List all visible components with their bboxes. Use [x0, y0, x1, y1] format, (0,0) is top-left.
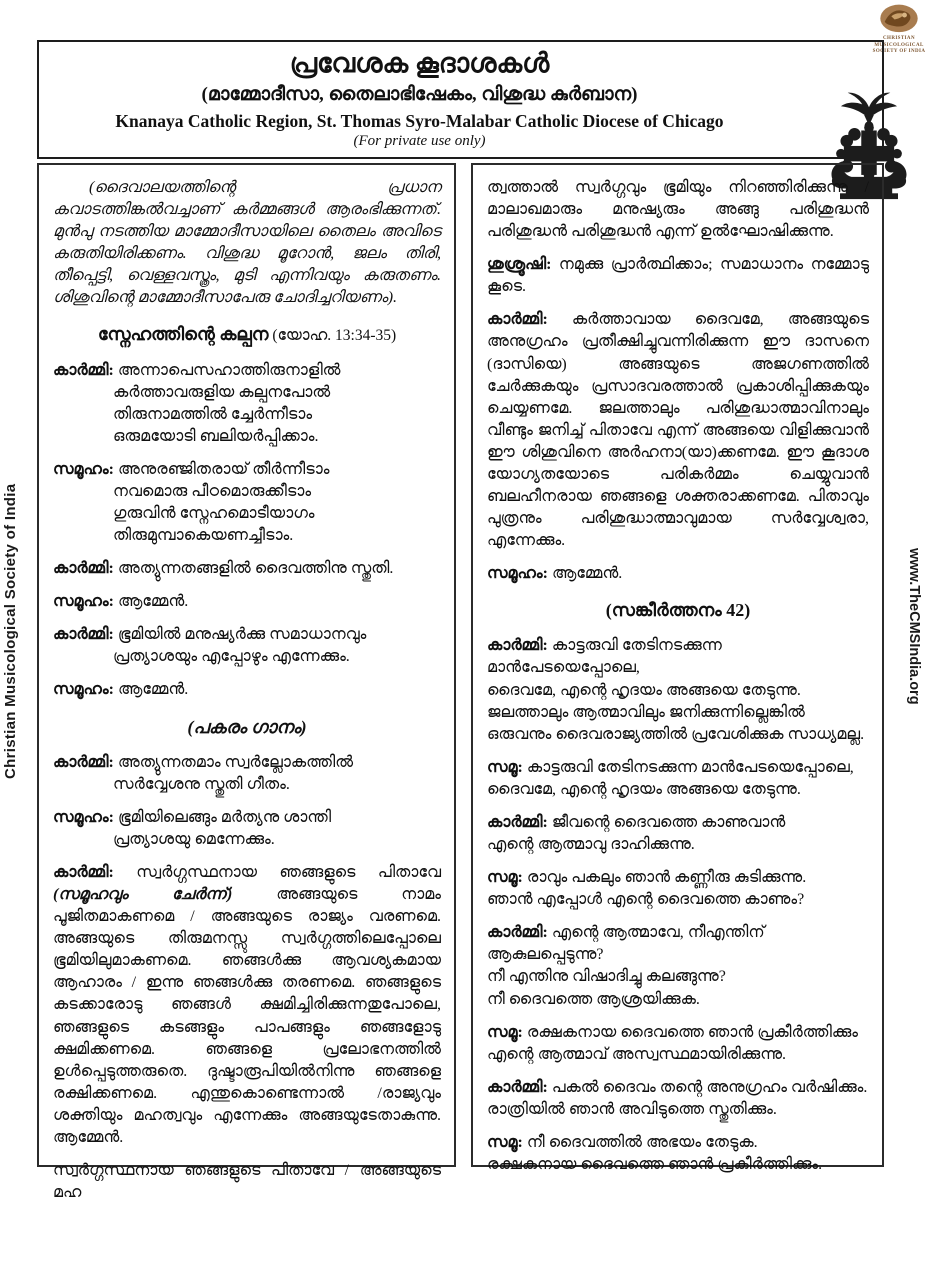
speaker-label: സമൂഹം:: [487, 565, 548, 583]
block-para: സമൂഹം: ആമ്മേൻ.: [487, 565, 623, 583]
block-verse: സമൂഹം: ഭൂമിയിലെങ്ങും മർത്യനു ശാന്തി പ്രത്യാശയു മെന്നേക്കും.: [53, 808, 332, 848]
speaker-label: സമൂഹം:: [53, 593, 114, 611]
header: [37, 40, 884, 159]
speaker-label: ശുശ്രൂഷി:: [487, 256, 552, 274]
block-verse: കാർമ്മി: ജീവന്റെ ദൈവത്തെ കാണുവാൻ എന്റെ ആത്മാവു ദാഹിക്കുന്നു.: [487, 813, 786, 854]
speaker-label: കാർമ്മി:: [487, 311, 548, 329]
speaker-label: കാർമ്മി:: [53, 560, 114, 578]
block-para: ശുശ്രൂഷി: നമുക്കു പ്രാർത്ഥിക്കാം; സമാധാനം നമ്മോടു കൂടെ.: [487, 256, 869, 296]
block-verse: കാർമ്മി: അത്യുന്നതമാം സ്വർല്ലോകത്തിൽ സർവ്വേശനു സ്തുതി ഗീതം.: [53, 753, 354, 793]
block-verse: സമൂ: രാവും പകലും ഞാൻ കണ്ണീരു കുടിക്കുന്നു. ഞാൻ എപ്പോൾ എന്റെ ദൈവത്തെ കാണും?: [487, 869, 807, 909]
block-verse: കാർമ്മി: പകൽ ദൈവം തന്റെ അനുഗ്രഹം വർഷിക്കും. രാത്രിയിൽ ഞാൻ അവിടുത്തെ സ്തുതിക്കും.: [487, 1078, 868, 1118]
page-title: പ്രവേശക കൂദാശകൾ: [289, 48, 550, 78]
block-verse: സമൂഹം: ആമ്മേൻ.: [53, 681, 189, 699]
left-vertical-banner: Christian Musicological Society of India: [2, 483, 19, 779]
block-verse: കാർമ്മി: അത്യുന്നതങ്ങളിൽ ദൈവത്തിനു സ്തുതി.: [53, 560, 394, 578]
private-use-note: (For private use only): [353, 132, 486, 149]
speaker-label: കാർമ്മി:: [487, 813, 548, 831]
speaker-label: സമൂ:: [487, 758, 523, 776]
section-heading: സ്നേഹത്തിന്റെ കല്പന: [97, 324, 269, 345]
cms-bird-emblem-icon: [877, 3, 921, 36]
speaker-label: സമൂഹം:: [53, 808, 114, 826]
speaker-label: സമൂ:: [487, 1023, 523, 1041]
block-verse: സമൂ: നീ ദൈവത്തിൽ അഭയം തേടുക. രക്ഷകനായ ദൈവത്തെ ഞാൻ പ്രകീർത്തിക്കും.: [487, 1133, 823, 1173]
block-verse: കാർമ്മി: അന്നാപെസഹാത്തിരുനാളിൽ കർത്താവരുളിയ കല്പനപോൽ തിരുനാമത്തിൽ ച്ചേർന്നീടാം ഒരുമയോടി ബലിയർപ്പിക്കാം.: [53, 361, 341, 445]
block-heading: [487, 598, 869, 623]
block-para: ത്വത്താൽ സ്വർഗ്ഗവും ഭൂമിയും നിറഞ്ഞിരിക്കുന്നു / മാലാഖമാരും മനുഷ്യരും അങ്ങു പരിശുദ്ധൻ പരിശുദ്ധൻ പരിശുദ്ധൻ എന്ന് ഉൽഘോഷിക്കുന്നു.: [487, 179, 869, 241]
logo-text-line: MUSICOLOGICAL: [874, 42, 924, 48]
page-subtitle: (മാമ്മോദീസാ, തൈലാഭിഷേകം, വിശുദ്ധ കുർബാന): [201, 83, 638, 105]
block-verse: സമൂഹം: അനുരഞ്ജിതരായ് തീർന്നീടാം നവമൊരു പീഠമൊരുക്കീടാം ഗുരുവിൻ സ്നേഹമൊടീയാഗം തിരുമുമ്പാകെയണച്ചീടാം.: [53, 460, 330, 545]
logo-text-line: SOCIETY OF INDIA: [872, 49, 926, 54]
speaker-label: സമൂ:: [487, 1133, 523, 1151]
header-text-group: [39, 42, 882, 157]
speaker-label: കാർമ്മി:: [487, 1078, 548, 1096]
speaker-label: സമൂഹം:: [53, 681, 114, 699]
organization-line: Knanaya Catholic Region, St. Thomas Syro-Malabar Catholic Diocese of Chicago: [115, 110, 724, 131]
speaker-label: കാർമ്മി:: [53, 753, 114, 771]
block-verse: കാർമ്മി: കാട്ടരുവി തേടിനടക്കുന്ന മാൻപേടയെപ്പോലെ, ദൈവമേ, എന്റെ ഹൃദയം അങ്ങയെ തേടുന്നു. ജലത്താലും ആത്മാവിലും ജനിക്കുന്നില്ലെങ്കിൽ ഒരുവനും ദൈവരാജ്യത്തിൽ പ്രവേശിക്കുക സാധ്യമല്ല.: [487, 637, 865, 743]
speaker-label: സമൂ:: [487, 869, 523, 887]
block-verse: സമൂ: കാട്ടരുവി തേടിനടക്കുന്ന മാൻപേടയെപ്പോലെ, ദൈവമേ, എന്റെ ഹൃദയം അങ്ങയെ തേടുന്നു.: [487, 758, 854, 798]
section-heading: (പകരം ഗാനം): [187, 716, 307, 737]
speaker-label: കാർമ്മി:: [53, 863, 114, 881]
block-para: കാർമ്മി: സ്വർഗ്ഗസ്ഥനായ ഞങ്ങളുടെ പിതാവേ (സമൂഹവും ചേർന്ന്) അങ്ങയുടെ നാമം പൂജിതമാകണമെ / അങ്ങയുടെ രാജ്യം വരണമെ. അങ്ങയുടെ തിരുമനസ്സു സ്വർഗ്ഗത്തിലെപ്പോലെ ഭൂമിയിലുമാകണമെ. ഞങ്ങൾക്കു ആവശ്യകമായ ആഹാരം / ഇന്നു ഞങ്ങൾക്കു തരണമെ. ഞങ്ങളുടെ കടക്കാരോടു ഞങ്ങൾ ക്ഷമിച്ചിരിക്കുന്നതുപോലെ, ഞങ്ങളുടെ കടങ്ങളും പാപങ്ങളും ഞങ്ങളോടു ക്ഷമിക്കണമെ. ഞങ്ങളെ പ്രലോഭനത്തിൽ ഉൾപ്പെടുത്തരുതെ. ദുഷ്ടാരൂപിയിൽനിന്നു ഞങ്ങളെ രക്ഷിക്കണമെ. എന്തുകൊണ്ടെന്നാൽ /രാജ്യവും ശക്തിയും മഹത്വവും എന്നേക്കും അങ്ങയുടേതാകുന്നു. ആമ്മേൻ.: [53, 863, 442, 1146]
block-heading: [53, 715, 441, 740]
right-column: [471, 163, 884, 1173]
speaker-label: കാർമ്മി:: [487, 637, 548, 655]
left-column: [37, 163, 456, 1202]
block-verse: സമൂഹം: ആമ്മേൻ.: [53, 593, 189, 611]
block-verse: സമൂ: രക്ഷകനായ ദൈവത്തെ ഞാൻ പ്രകീർത്തിക്കും എന്റെ ആത്മാവ് അസ്വസ്ഥമായിരിക്കുന്നു.: [487, 1023, 859, 1063]
block-rubric: (ദൈവാലയത്തിന്റെ പ്രധാന കവാടത്തിങ്കൽവച്ചാണ് കർമ്മങ്ങൾ ആരംഭിക്കുന്നത്. മുൻപു നടത്തിയ മാമ്മോദീസായിലെ തൈലം അവിടെ കരുതിയിരിക്കണം. വിശുദ്ധ മൂറോൻ, ജലം തിരി, തീപ്പെട്ടി, വെള്ളവസ്ത്രം, മുടി എന്നിവയും കരുതണം. ശിശുവിന്റെ മാമ്മോദീസാപേരു ചോദിച്ചറിയണം).: [53, 179, 441, 307]
right-vertical-banner: www.TheCMSIndia.org: [906, 547, 922, 705]
speaker-label: സമൂഹം:: [53, 460, 114, 478]
speaker-label: കാർമ്മി:: [53, 361, 114, 379]
block-para: സ്വർഗ്ഗസ്ഥനായ ഞങ്ങളുടെ പിതാവേ / അങ്ങയുടെ മഹ: [53, 1161, 441, 1202]
section-heading: (സങ്കീർത്തനം 42): [605, 600, 751, 621]
scripture-reference: (യോഹ. 13:34-35): [268, 327, 397, 345]
block-heading: [53, 322, 441, 347]
block-verse: കാർമ്മി: എന്റെ ആത്മാവേ, നീഎന്തിന് ആകുലപ്പെടുന്നു? നീ എന്തിനു വിഷാദിച്ചു കലങ്ങുന്നു? നീ ദൈവത്തെ ആശ്രയിക്കുക.: [487, 924, 765, 1008]
block-para: കാർമ്മി: കർത്താവായ ദൈവമേ, അങ്ങയുടെ അനുഗ്രഹം പ്രതീക്ഷിച്ചുവന്നിരിക്കുന്ന ഈ ദാസനെ (ദാസിയെ) അങ്ങയുടെ അജഗണത്തിൽ ചേർക്കുകയും പ്രസാദവരത്താൽ പ്രകാശിപ്പിക്കുകയും ചെയ്യണമേ. ജലത്താലും പരിശുദ്ധാത്മാവിനാലും വീണ്ടും ജനിച്ച് പിതാവേ എന്ന് അങ്ങയെ വിളിക്കുവാൻ ഈ ശിശുവിനെ അർഹനാ(യാ)ക്കണമേ. ഈ കൂദാശ യോഗ്യതയോടെ പരികർമ്മം ചെയ്യുവാൻ ബലഹീനരായ ഞങ്ങളെ ശക്തരാക്കണമേ. പിതാവും പുത്രനും പരിശുദ്ധാത്മാവുമായ സർവ്വേശ്വരാ, എന്നേക്കും.: [487, 311, 870, 550]
block-verse: കാർമ്മി: ഭൂമിയിൽ മനുഷ്യർക്കു സമാധാനവും പ്രത്യാശയും എപ്പോഴും എന്നേക്കും.: [53, 626, 367, 666]
logo-text-line: CHRISTIAN: [883, 36, 915, 41]
speaker-label: കാർമ്മി:: [53, 626, 114, 644]
speaker-label: കാർമ്മി:: [487, 924, 548, 942]
